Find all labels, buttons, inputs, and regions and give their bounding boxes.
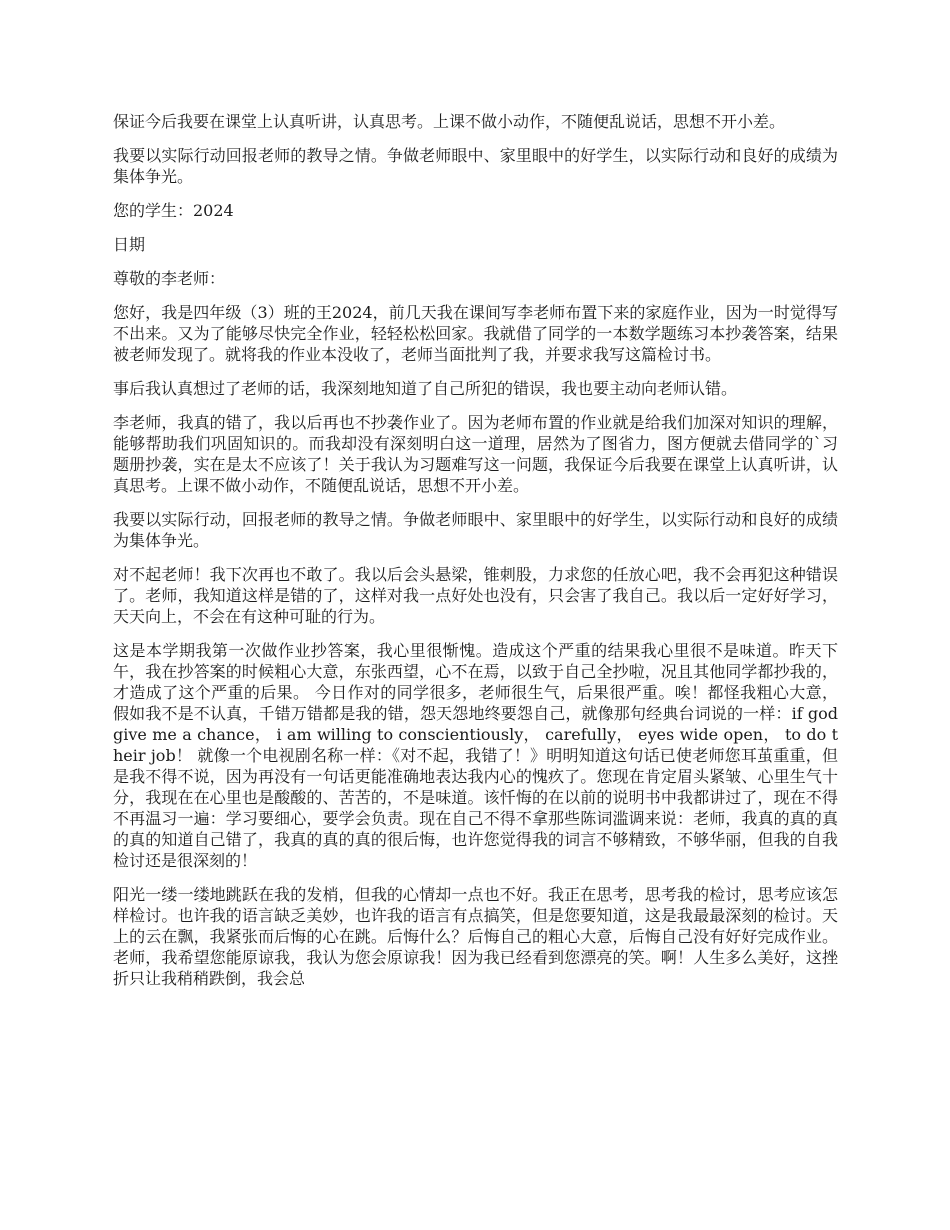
paragraph-7: 事后我认真想过了老师的话，我深刻地知道了自己所犯的错误，我也要主动向老师认错。 [113, 379, 738, 398]
salutation: 尊敬的李老师： [113, 269, 226, 288]
date-line: 日期 [113, 235, 146, 254]
paragraph-12: 阳光一缕一缕地跳跃在我的发梢，但我的心情却一点也不好。我正在思考，思考我的检讨，思考应该怎样检讨。也许我的语言缺乏美妙，也许我的语言有点搞笑，但是您要知道，这是我最最深刻的检讨。天上的云在飘，我紧张而后悔的心在跳。后悔什么？后悔自己的粗心大意，后悔自己没有好好完成作业。老师，我希望您能原谅我，我认为您会原谅我！因为我已经看到您漂亮的笑。啊！人生多么美好，这挫折只让我稍稍跌倒，我会总 [113, 885, 838, 988]
paragraph-6: 您好，我是四年级（3）班的王2024，前几天我在课间写李老师布置下来的家庭作业，因为一时觉得写不出来。又为了能够尽快完全作业，轻轻松松回家。我就借了同学的一本数学题练习本抄袭答案，结果被老师发现了。就将我的作业本没收了，老师当面批判了我，并要求我写这篇检讨书。 [113, 303, 838, 364]
paragraph-11: 这是本学期我第一次做作业抄答案，我心里很惭愧。造成这个严重的结果我心里很不是味道。昨天下午，我在抄答案的时候粗心大意，东张西望，心不在焉，以致于自己全抄啦，况且其他同学都抄我的，才造成了这个严重的后果。 今日作对的同学很多，老师很生气，后果很严重。唉！都怪我粗心大意，假如我不是不认真，千错万错都是我的错，怨天怨地终要怨自己，就像那句经典台词说的一样：if god give me a chance， i am willing to conscientiously， carefully， eyes wide open， to do their job！ 就像一个电视剧名称一样：《对不起，我错了！》明明知道这句话已使老师您耳茧重重，但是我不得不说，因为再没有一句话更能准确地表达我内心的愧疚了。您现在肯定眉头紧皱、心里生气十分，我现在在心里也是酸酸的、苦苦的，不是味道。该忏悔的在以前的说明书中我都讲过了，现在不得不再温习一遍：学习要细心，要学会负责。现在自己不得不拿那些陈词滥调来说：老师，我真的真的真的真的知道自己错了，我真的真的真的很后悔，也许您觉得我的词言不够精致，不够华丽，但我的自我检讨还是很深刻的！ [113, 641, 838, 870]
signature-line: 您的学生：2024 [113, 201, 234, 220]
paragraph-10: 对不起老师！我下次再也不敢了。我以后会头悬梁，锥刺股，力求您的任放心吧，我不会再犯这种错误了。老师，我知道这样是错的了，这样对我一点好处也没有，只会害了我自己。我以后一定好好学习，天天向上，不会在有这种可耻的行为。 [113, 565, 838, 626]
paragraph-8: 李老师，我真的错了，我以后再也不抄袭作业了。因为老师布置的作业就是给我们加深对知识的理解，能够帮助我们巩固知识的。而我却没有深刻明白这一道理，居然为了图省力，图方便就去借同学的`习题册抄袭，实在是太不应该了！关于我认为习题难写这一问题，我保证今后我要在课堂上认真听讲，认真思考。上课不做小动作，不随便乱说话，思想不开小差。 [113, 413, 838, 495]
paragraph-1: 保证今后我要在课堂上认真听讲，认真思考。上课不做小动作，不随便乱说话，思想不开小差。 [113, 112, 786, 131]
paragraph-2: 我要以实际行动回报老师的教导之情。争做老师眼中、家里眼中的好学生，以实际行动和良好的成绩为集体争光。 [113, 146, 838, 186]
paragraph-9: 我要以实际行动，回报老师的教导之情。争做老师眼中、家里眼中的好学生，以实际行动和良好的成绩为集体争光。 [113, 510, 838, 550]
